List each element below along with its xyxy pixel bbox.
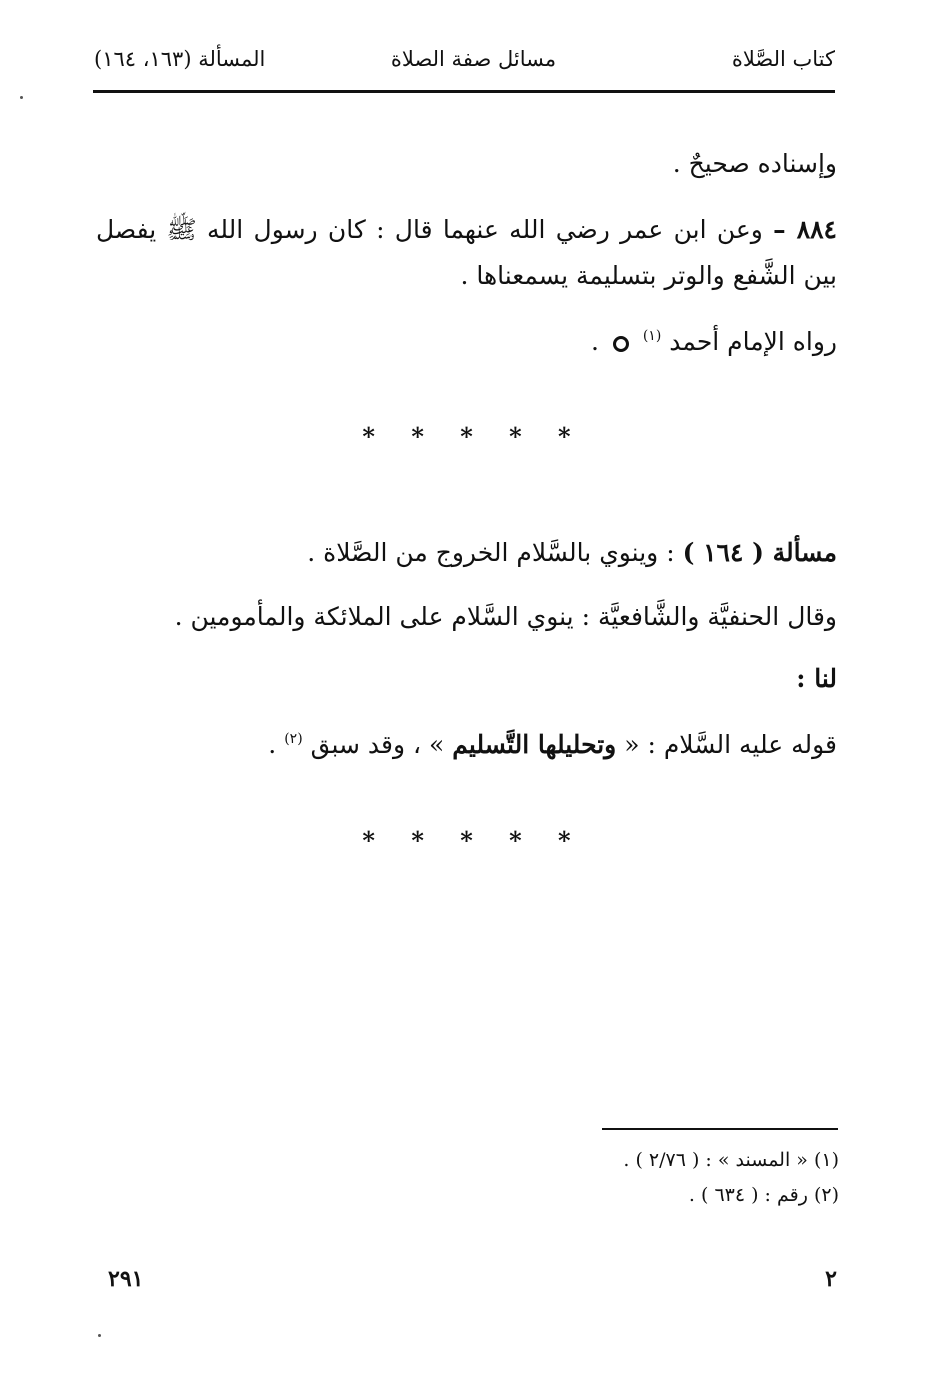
footnote-rule bbox=[602, 1128, 838, 1130]
header-rule bbox=[93, 90, 835, 93]
footnote-ref-1: (١) bbox=[642, 328, 662, 344]
signature-mark: ٢ bbox=[825, 1266, 837, 1292]
scan-speck bbox=[20, 96, 23, 99]
evidence-start: قوله عليه السَّلام : « bbox=[624, 730, 837, 759]
isnad-line bbox=[673, 144, 837, 184]
hadith-number: ٨٨٤ – bbox=[773, 215, 837, 244]
section-separator-2: * * * * * bbox=[362, 826, 585, 855]
narration-text: رواه الإمام أحمد bbox=[669, 327, 837, 356]
footnote-ref-2: (٢) bbox=[284, 731, 303, 747]
header-chapter-title: مسائل صفة الصلاة bbox=[390, 47, 557, 71]
narration-end: . bbox=[590, 327, 599, 356]
evidence-quote: وتحليلها التَّسليم bbox=[452, 730, 617, 759]
lana-line bbox=[796, 659, 837, 699]
header-book-title: كتاب الصَّلاة bbox=[731, 47, 835, 71]
lana-text: لنا : bbox=[796, 664, 837, 693]
issue-text: : وينوي بالسَّلام الخروج من الصَّلاة . bbox=[307, 538, 675, 567]
evidence-dot: . bbox=[268, 730, 277, 759]
footnote-2: (٢) رقم : ( ٦٣٤ ) . bbox=[688, 1184, 839, 1206]
issue-title: مسألة ( ١٦٤ ) bbox=[682, 538, 837, 567]
scan-speck bbox=[98, 1334, 101, 1337]
evidence-end: » ، وقد سبق bbox=[310, 730, 445, 759]
hadith-line-1 bbox=[96, 210, 837, 250]
opinion-line bbox=[175, 597, 837, 637]
header-issue-numbers: المسألة (١٦٣، ١٦٤) bbox=[94, 47, 266, 71]
page-number: ٢٩١ bbox=[108, 1266, 144, 1292]
opinion-text: وقال الحنفيَّة والشَّافعيَّة : ينوي السَّلام على الملائكة والمأمومين . bbox=[174, 602, 837, 631]
issue-line bbox=[307, 533, 837, 573]
section-separator-1: * * * * * bbox=[362, 422, 585, 451]
isnad-text: وإسناده صحيحٌ . bbox=[672, 149, 837, 178]
narration-line bbox=[591, 322, 837, 362]
circle-mark-icon bbox=[613, 336, 629, 352]
hadith-text-2: بين الشَّفع والوتر بتسليمة يسمعناها . bbox=[460, 261, 837, 290]
evidence-line bbox=[268, 725, 837, 765]
footnote-1: (١) « المسند » : ( ٢/٧٦ ) . bbox=[623, 1149, 839, 1171]
hadith-text-1: وعن ابن عمر رضي الله عنهما قال : كان رسول الله ﷺ يفصل bbox=[96, 215, 763, 244]
hadith-line-2 bbox=[96, 256, 837, 296]
